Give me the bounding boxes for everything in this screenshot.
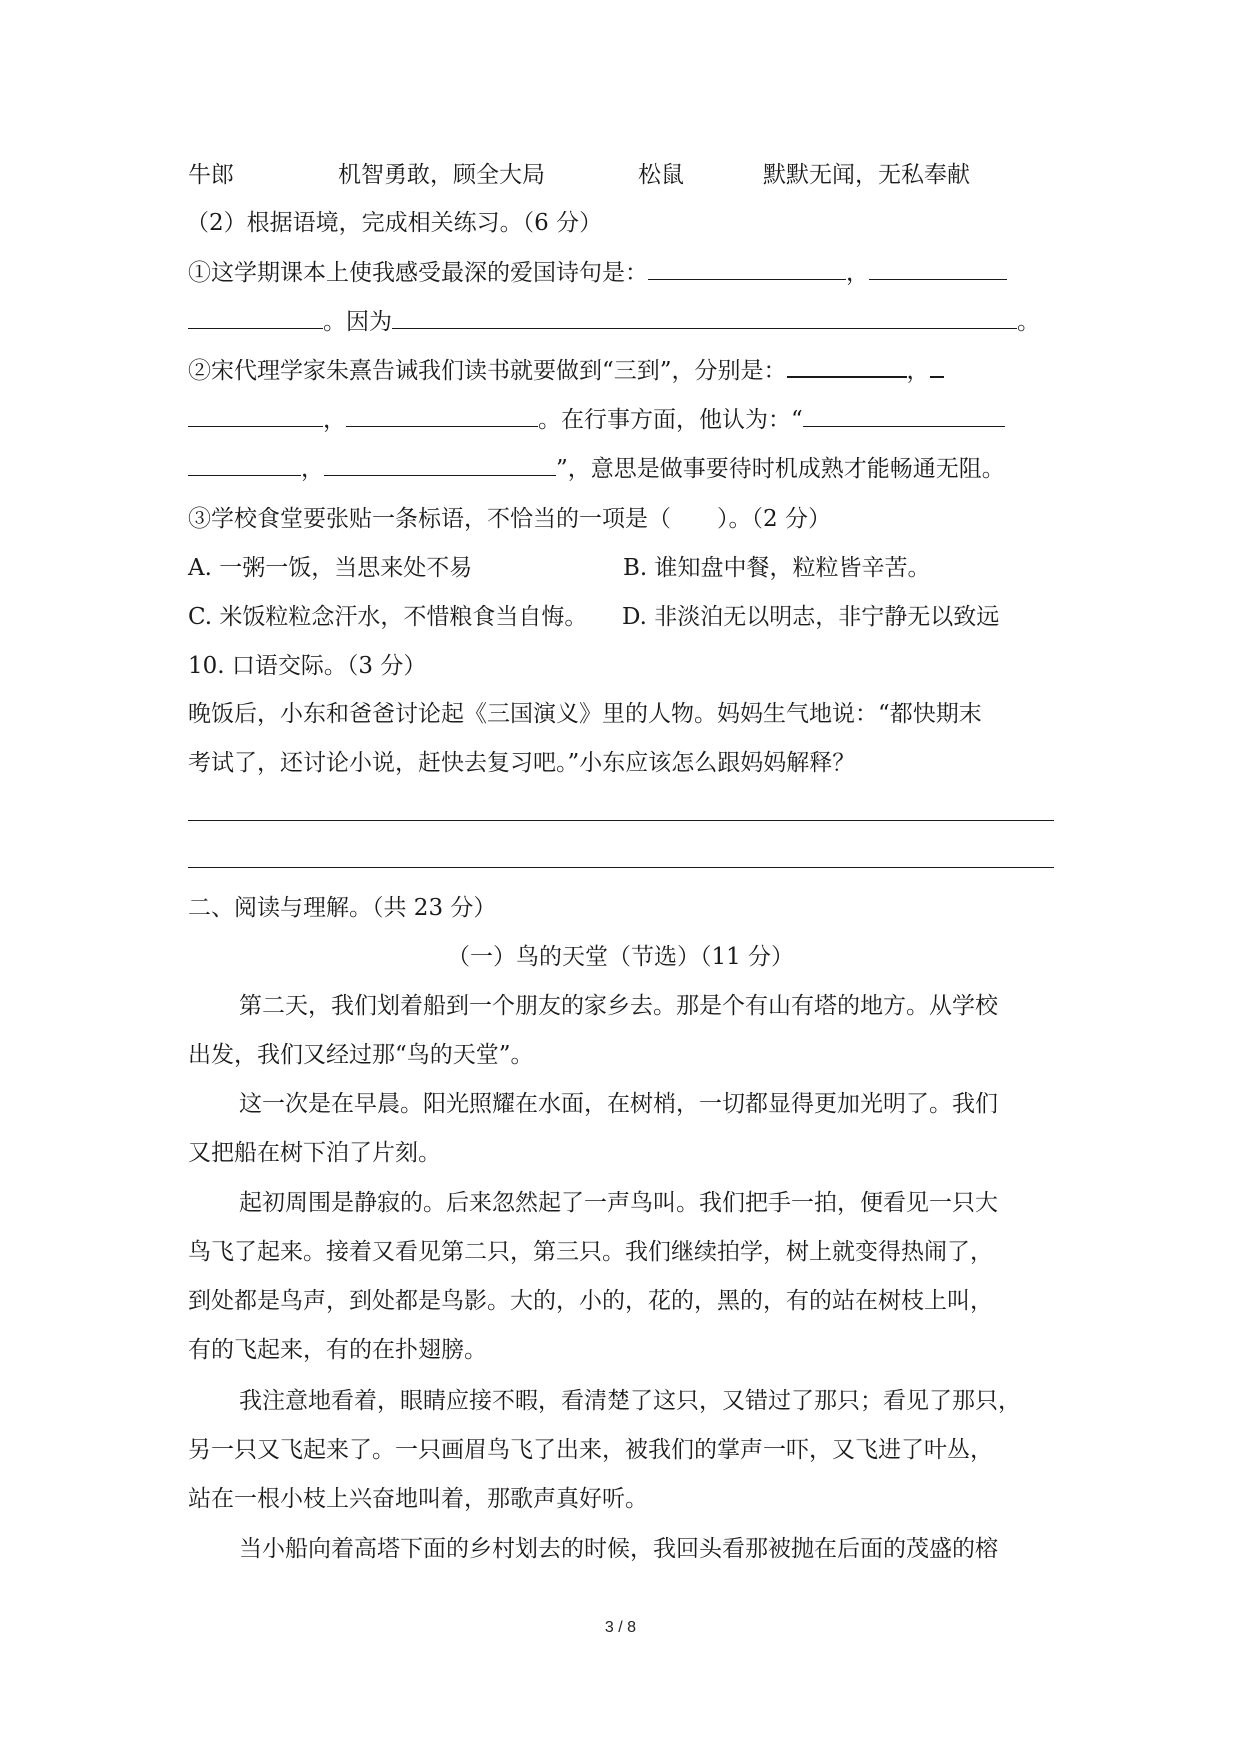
option-b[interactable]: B. 谁知盘中餐，粒粒皆辛苦。 xyxy=(623,555,931,581)
passage-title: （一）鸟的天堂（节选）（11 分） xyxy=(446,944,795,970)
match-item-niulang: 牛郎 xyxy=(188,162,234,188)
question-9-2-1-text: ①这学期课本上使我感受最深的爱国诗句是： xyxy=(188,260,648,286)
option-c[interactable]: C. 米饭粒粒念汗水，不惜粮食当自悔。 xyxy=(188,604,588,630)
option-a[interactable]: A. 一粥一饭，当思来处不易 xyxy=(188,555,473,581)
zhuxi-view-text: 。在行事方面，他认为：“ xyxy=(538,407,803,433)
passage-line: 起初周围是静寂的。后来忽然起了一声鸟叫。我们把手一拍，便看见一只大 xyxy=(239,1190,998,1216)
comma: ， xyxy=(301,456,324,482)
quote-meaning-text: ”，意思是做事要待时机成熟才能畅通无阻。 xyxy=(556,456,1005,482)
answer-blank-reason[interactable] xyxy=(392,306,1017,329)
answer-blank-poem-2b[interactable] xyxy=(188,306,323,329)
answer-blank-quote-2[interactable] xyxy=(324,453,556,476)
passage-line: 站在一根小枝上兴奋地叫着，那歌声真好听。 xyxy=(188,1486,648,1512)
comma: ， xyxy=(323,407,346,433)
passage-line: 当小船向着高塔下面的乡村划去的时候，我回头看那被抛在后面的茂盛的榕 xyxy=(239,1536,998,1562)
match-item-songshu: 松鼠 xyxy=(638,162,684,188)
answer-blank-sandao-2a[interactable] xyxy=(930,354,944,378)
question-10-line2: 考试了，还讨论小说，赶快去复习吧。”小东应该怎么跟妈妈解释？ xyxy=(188,750,856,776)
answer-blank-poem-2a[interactable] xyxy=(869,257,1007,280)
answer-blank-quote-1b[interactable] xyxy=(188,453,301,476)
passage-line: 我注意地看着，眼睛应接不暇，看清楚了这只，又错过了那只；看见了那只， xyxy=(239,1388,1021,1414)
passage-line: 到处都是鸟声，到处都是鸟影。大的，小的，花的，黑的，有的站在树枝上叫， xyxy=(188,1288,993,1314)
because-text: 。因为 xyxy=(323,309,392,335)
answer-blank-quote-1a[interactable] xyxy=(803,404,1005,427)
comma: ， xyxy=(906,358,930,384)
section-2-title: 二、阅读与理解。（共 23 分） xyxy=(188,895,497,921)
question-9-2-3-text: ③学校食堂要张贴一条标语，不恰当的一项是（ ）。（2 分） xyxy=(188,506,831,532)
question-9-2-2-line1 xyxy=(188,354,944,388)
passage-line: 另一只又飞起来了。一只画眉鸟飞了出来，被我们的掌声一吓，又飞进了叶丛， xyxy=(188,1437,993,1463)
passage-line: 又把船在树下泊了片刻。 xyxy=(188,1140,441,1166)
passage-line: 出发，我们又经过那“鸟的天堂”。 xyxy=(188,1042,534,1068)
passage-line: 鸟飞了起来。接着又看见第二只，第三只。我们继续拍学，树上就变得热闹了， xyxy=(188,1239,993,1265)
answer-line-1[interactable] xyxy=(188,820,1054,821)
comma: ， xyxy=(846,260,869,286)
match-item-trait-2: 默默无闻，无私奉献 xyxy=(763,162,970,188)
question-9-2-2-line2 xyxy=(188,403,1005,437)
question-9-2-1-line2 xyxy=(188,305,1040,339)
option-d[interactable]: D. 非淡泊无以明志，非宁静无以致远 xyxy=(622,604,1000,630)
answer-blank-sandao-2b[interactable] xyxy=(188,404,323,427)
answer-blank-poem-1[interactable] xyxy=(648,257,846,280)
answer-blank-sandao-1[interactable] xyxy=(787,354,907,378)
question-9-2-2-line3 xyxy=(188,452,1005,486)
passage-line: 这一次是在早晨。阳光照耀在水面，在树梢，一切都显得更加光明了。我们 xyxy=(239,1091,998,1117)
answer-line-2[interactable] xyxy=(188,867,1054,868)
question-9-2-2-text: ②宋代理学家朱熹告诫我们读书就要做到“三到”，分别是： xyxy=(188,358,787,384)
answer-blank-sandao-3[interactable] xyxy=(346,404,538,427)
period: 。 xyxy=(1017,309,1040,335)
passage-line: 第二天，我们划着船到一个朋友的家乡去。那是个有山有塔的地方。从学校 xyxy=(239,993,998,1019)
question-10-title: 10. 口语交际。（3 分） xyxy=(188,653,427,679)
question-9-2-1-line1 xyxy=(188,256,1007,290)
question-10-line1: 晚饭后，小东和爸爸讨论起《三国演义》里的人物。妈妈生气地说：“都快期末 xyxy=(188,701,982,727)
passage-line: 有的飞起来，有的在扑翅膀。 xyxy=(188,1337,487,1363)
match-item-trait-1: 机智勇敢，顾全大局 xyxy=(338,162,545,188)
question-9-2-title: （2）根据语境，完成相关练习。（6 分） xyxy=(186,210,603,236)
page-number: 3 / 8 xyxy=(604,1619,637,1636)
